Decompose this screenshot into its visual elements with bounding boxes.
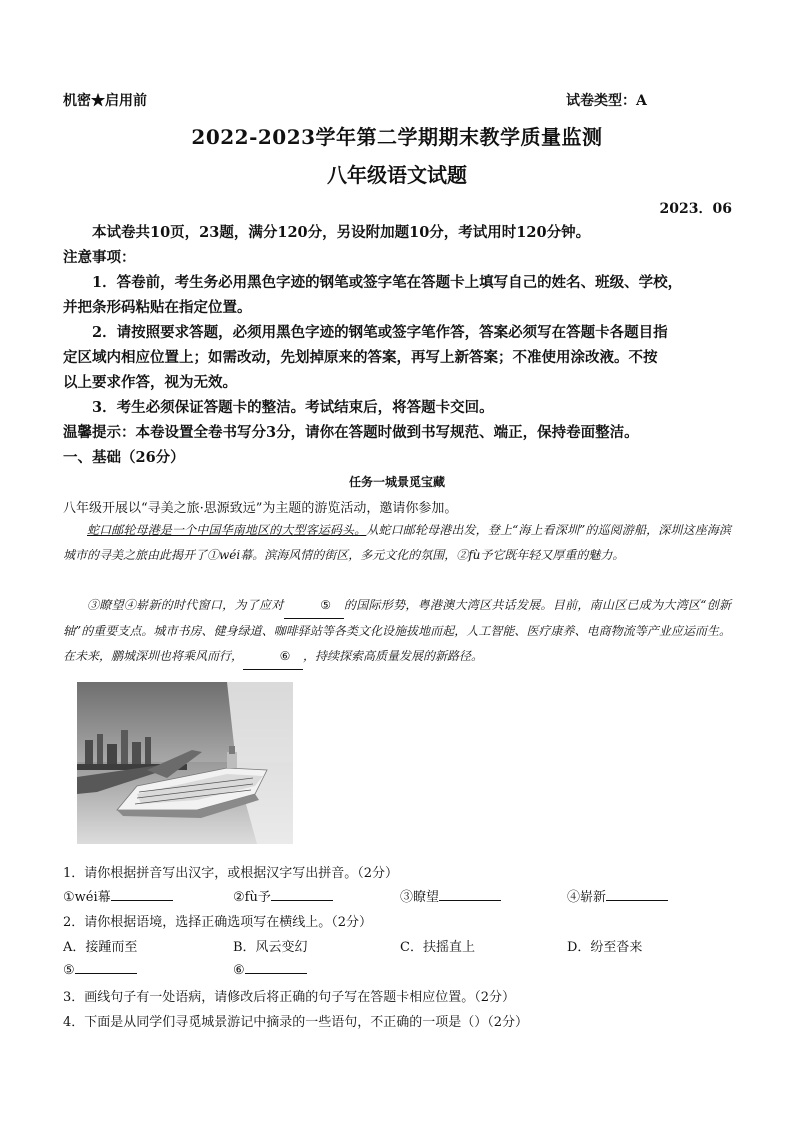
- note-2-line-2: 定区域内相应位置上；如需改动，先划掉原来的答案，再写上新答案；不准使用涂改液。不按: [63, 349, 658, 366]
- notes-heading: 注意事项：: [63, 249, 136, 266]
- passage-text: 的国际形势，粤港澳大湾区共话发展。目前，南山区已成为大湾区“创新轴”的重要支点。城市书房、健身绿道、咖啡驿站等各类文化设施拔地而起，人工智能、医疗康养、电商物流等产业应运而生。在未来，鹏城深圳也将乘风而行，: [63, 598, 731, 663]
- q1-item-label: ②fù予: [233, 890, 271, 905]
- underlined-sentence: 蛇口邮轮母港是一个中国华南地区的大型客运码头。: [87, 523, 367, 537]
- q1-item-d: [567, 886, 668, 905]
- passage-text: ③瞭望④崭新的时代窗口，为了应对: [87, 598, 284, 612]
- q1-item-c: [400, 886, 501, 905]
- q2-option-b: B．风云变幻: [233, 940, 308, 955]
- q2-blank-5: [63, 961, 137, 978]
- answer-blank: [245, 961, 307, 974]
- page-subtitle: 八年级语文试题: [327, 163, 467, 187]
- question-3: 3．画线句子有一处语病，请修改后将正确的句子写在答题卡相应位置。（2分）: [63, 990, 516, 1005]
- passage-paragraph-2: [63, 593, 731, 670]
- note-1-line-2: 并把条形码粘贴在指定位置。: [63, 299, 252, 316]
- note-1-line-1: 1．答卷前，考生务必用黑色字迹的钢笔或签字笔在答题卡上填写自己的姓名、班级、学校，: [92, 274, 683, 291]
- confidential-label: 机密★启用前: [63, 93, 147, 109]
- writing-tip: 温馨提示：本卷设置全卷书写分3分，请你在答题时做到书写规范、端正，保持卷面整洁。: [63, 424, 639, 441]
- exam-date: 2023．06: [659, 201, 732, 217]
- answer-blank: [75, 961, 137, 974]
- q2-blank-6: [233, 961, 307, 978]
- passage-paragraph-1: [63, 518, 731, 568]
- passage-text: ，持续探索高质量发展的新路径。: [303, 649, 484, 663]
- question-1: 1．请你根据拼音写出汉字，或根据汉字写出拼音。（2分）: [63, 866, 399, 881]
- q2-blank-label: ⑤: [63, 963, 75, 978]
- answer-blank: [439, 888, 501, 901]
- blank-5: ⑤: [284, 593, 344, 619]
- note-2-line-3: 以上要求作答，视为无效。: [63, 374, 237, 391]
- task-title: 任务一城景觅宝藏: [348, 475, 445, 489]
- cruise-ship-photo: [77, 682, 293, 844]
- q1-item-label: ①wéi幕: [63, 890, 111, 905]
- answer-blank: [111, 888, 173, 901]
- question-2: 2．请你根据语境，选择正确选项写在横线上。（2分）: [63, 915, 373, 930]
- exam-summary: 本试卷共10页，23题，满分120分，另设附加题10分，考试用时120分钟。: [92, 224, 591, 241]
- q1-item-label: ③瞭望: [400, 890, 440, 905]
- section-title: 一、基础（26分）: [63, 449, 185, 466]
- q2-option-d: D．纷至沓来: [567, 940, 643, 955]
- note-2-line-1: 2．请按照要求答题，必须用黑色字迹的钢笔或签字笔作答，答案必须写在答题卡各题目指: [92, 324, 668, 341]
- note-3: 3．考生必须保证答题卡的整洁。考试结束后，将答题卡交回。: [92, 399, 494, 416]
- q2-option-c: C．扶摇直上: [400, 940, 475, 955]
- page-title: 2022-2023学年第二学期期末教学质量监测: [191, 125, 603, 149]
- paper-type-label: 试卷类型：A: [566, 93, 647, 109]
- q1-item-a: [63, 886, 173, 905]
- question-4: 4．下面是从同学们寻觅城景游记中摘录的一些语句，不正确的一项是（）（2分）: [63, 1015, 529, 1030]
- q2-option-a: A．接踵而至: [63, 940, 138, 955]
- passage-text: 从蛇口邮轮母港出发，登上“海上看深圳”的巡阅游船，深圳这座海滨城市的寻美之旅由此揭开了①wéi幕。滨海风情的街区，多元文化的氛围，②fù予它既年轻又厚重的魅力。: [63, 523, 731, 562]
- q1-item-label: ④崭新: [567, 890, 607, 905]
- task-intro: 八年级开展以“寻美之旅·思源致远”为主题的游览活动，邀请你参加。: [63, 501, 458, 516]
- q1-item-b: [233, 886, 333, 905]
- answer-blank: [606, 888, 668, 901]
- q2-blank-label: ⑥: [233, 963, 245, 978]
- answer-blank: [271, 888, 333, 901]
- blank-6: ⑥: [243, 644, 303, 670]
